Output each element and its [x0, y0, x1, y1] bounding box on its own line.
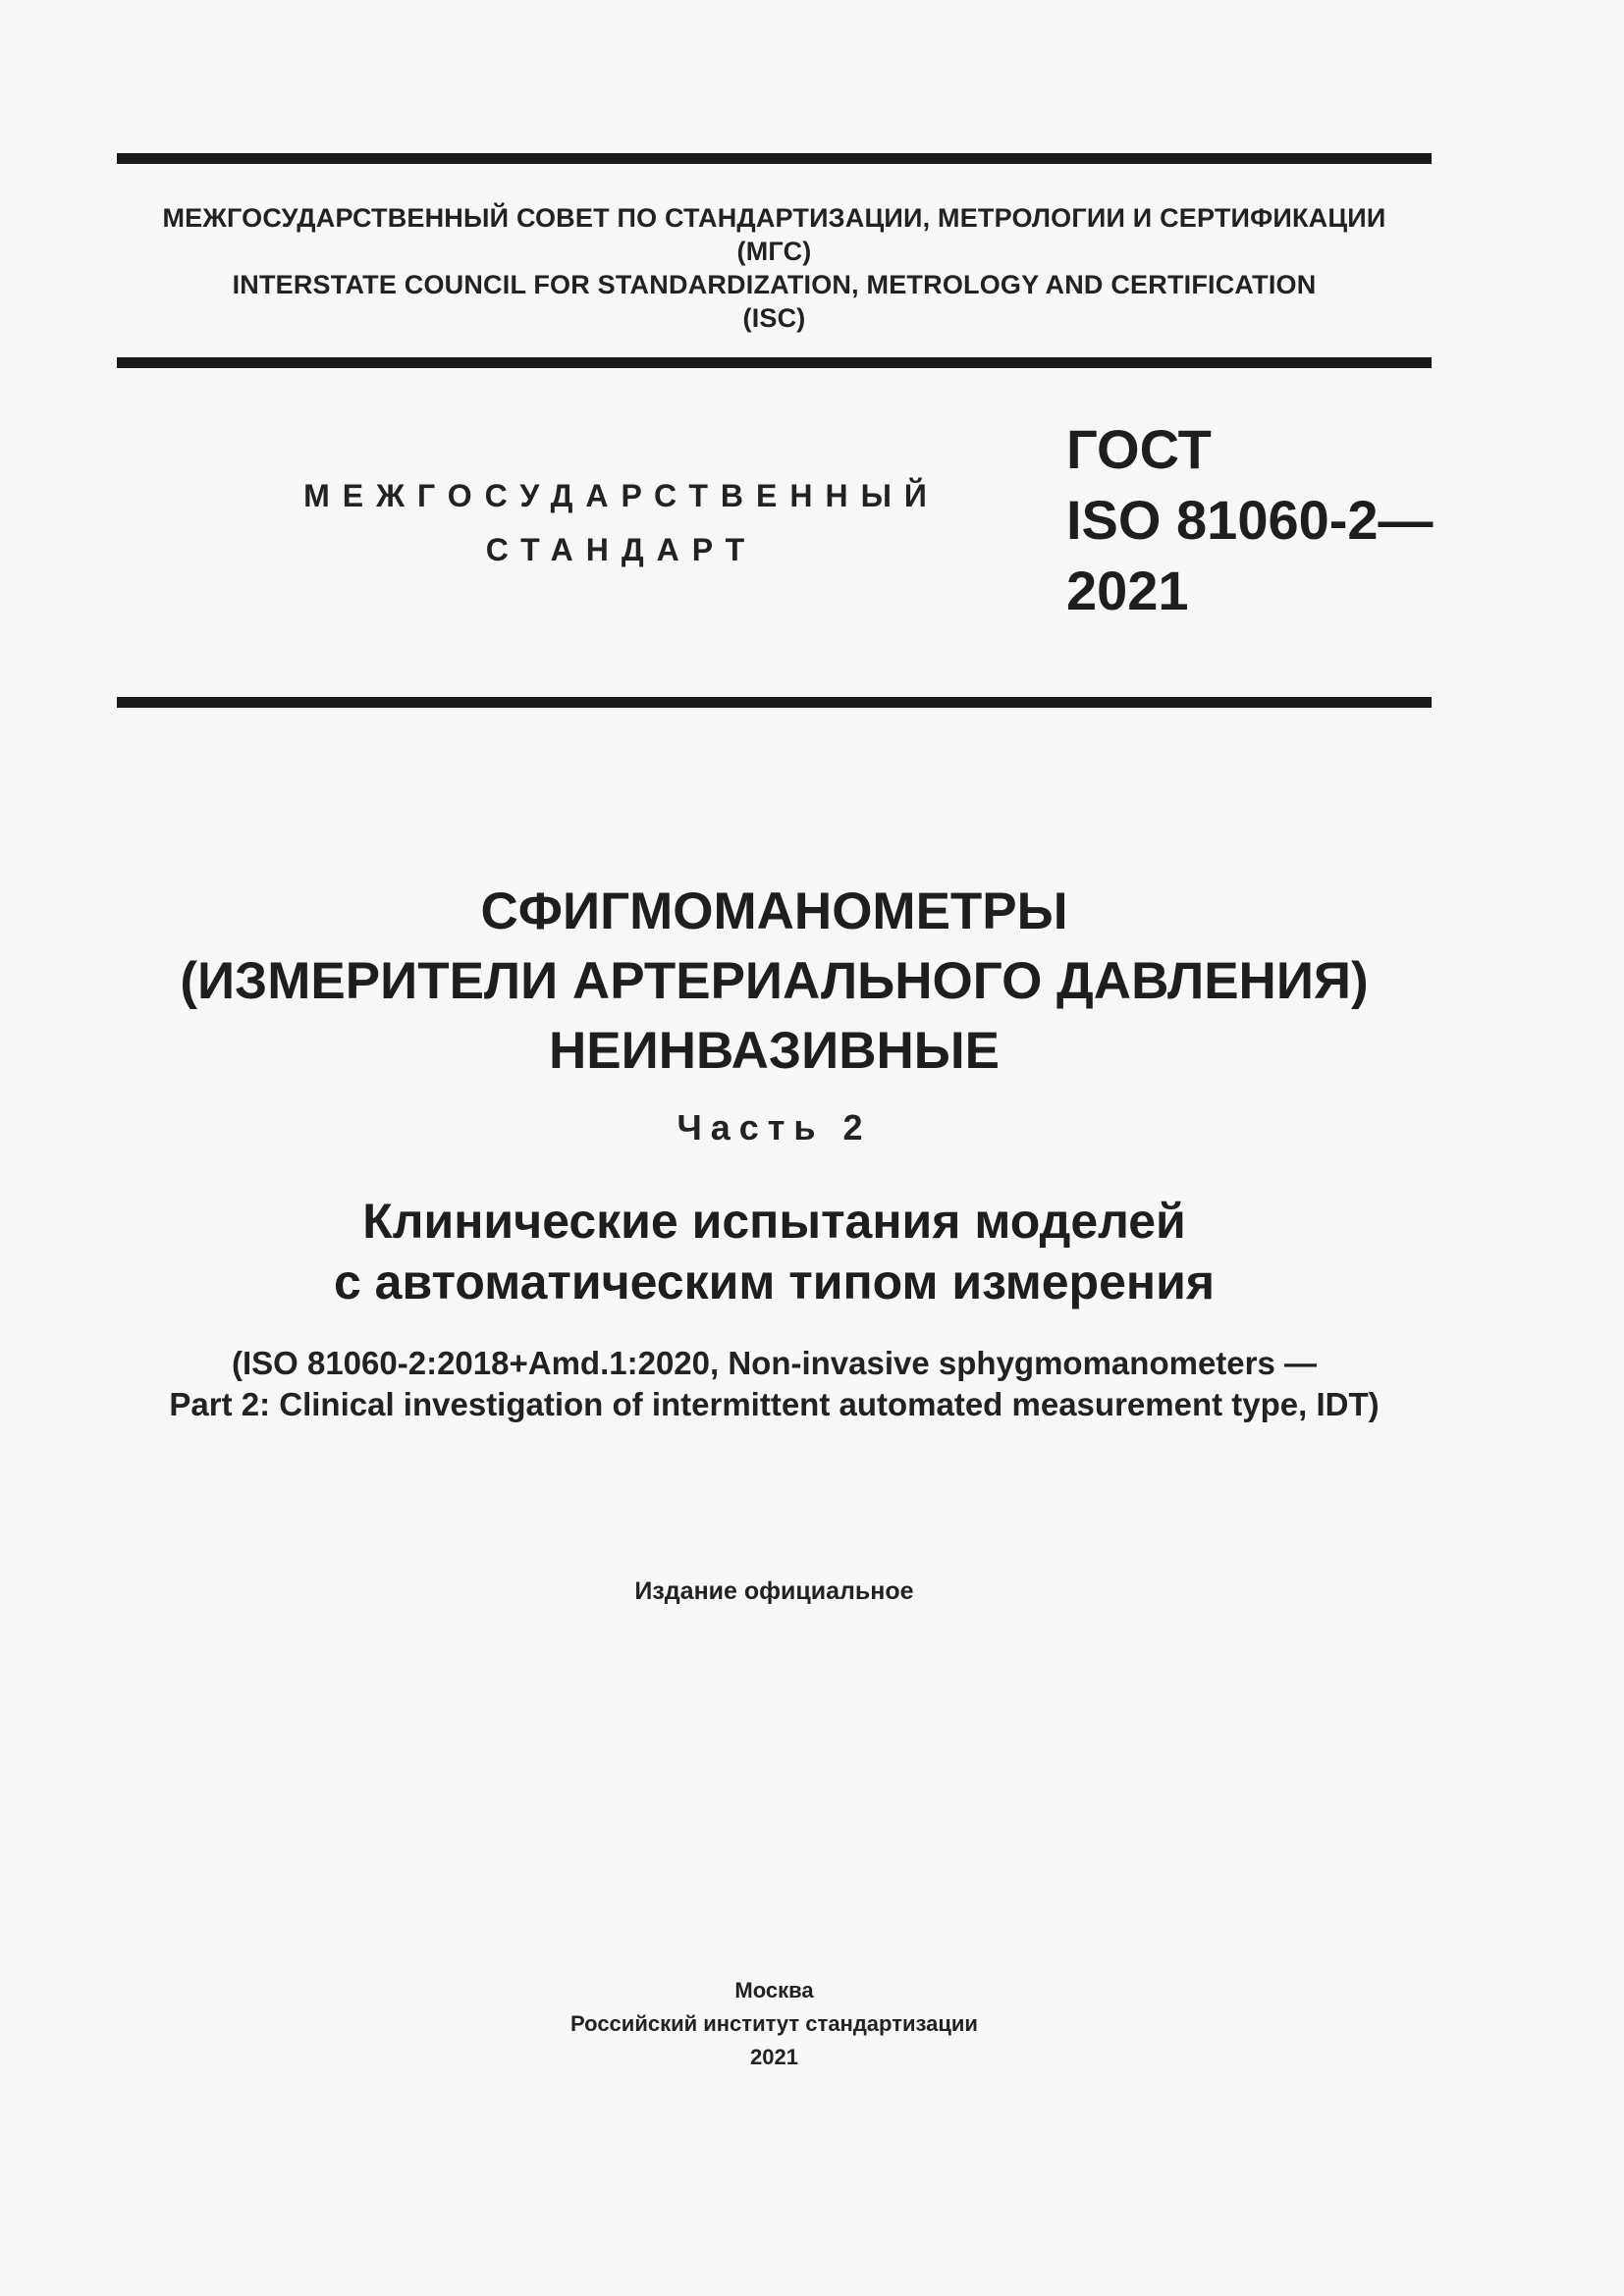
- part-label: Часть 2: [677, 1107, 872, 1148]
- title-line3: НЕИНВАЗИВНЫЕ: [549, 1022, 1000, 1080]
- top-rule: [117, 153, 1432, 164]
- standard-kind-line1: МЕЖГОСУДАРСТВЕННЫЙ: [303, 478, 940, 513]
- iso-reference-line2: Part 2: Clinical investigation of intermittent automated measurement type, IDT): [169, 1386, 1380, 1422]
- imprint-publisher: Российский институт стандартизации: [570, 2011, 978, 2036]
- imprint: [117, 1974, 1432, 2074]
- header-rule: [117, 357, 1432, 368]
- part-subtitle: [117, 1191, 1432, 1312]
- standard-kind-line2: СТАНДАРТ: [485, 532, 758, 567]
- council-abbr-ru: (МГС): [736, 237, 812, 266]
- council-name-en: INTERSTATE COUNCIL FOR STANDARDIZATION, METROLOGY AND CERTIFICATION: [232, 270, 1317, 299]
- designation-line1: ГОСТ: [1066, 418, 1212, 480]
- standard-designation: [1066, 414, 1434, 626]
- iso-reference-line1: (ISO 81060-2:2018+Amd.1:2020, Non-invasive sphygmomanometers —: [231, 1345, 1318, 1381]
- subtitle-line1: Клинические испытания моделей: [362, 1194, 1186, 1249]
- iso-reference: [117, 1343, 1432, 1425]
- council-abbr-en: (ISC): [742, 303, 806, 333]
- title-line1: СФИГМОМАНОМЕТРЫ: [480, 882, 1068, 940]
- title-line2: (ИЗМЕРИТЕЛИ АРТЕРИАЛЬНОГО ДАВЛЕНИЯ): [180, 952, 1369, 1010]
- standard-kind: [295, 469, 948, 577]
- subtitle-line2: с автоматическим типом измерения: [333, 1255, 1216, 1309]
- designation-line3: 2021: [1066, 560, 1189, 621]
- designation-line2: ISO 81060-2—: [1066, 489, 1434, 551]
- imprint-year: 2021: [750, 2045, 798, 2069]
- edition-note: Издание официальное: [634, 1577, 914, 1605]
- document-title: [117, 877, 1432, 1086]
- council-name-ru: МЕЖГОСУДАРСТВЕННЫЙ СОВЕТ ПО СТАНДАРТИЗАЦИИ, МЕТРОЛОГИИ И СЕРТИФИКАЦИИ: [162, 203, 1386, 233]
- council-header: [117, 201, 1432, 335]
- imprint-city: Москва: [734, 1978, 814, 2002]
- designation-rule: [117, 697, 1432, 708]
